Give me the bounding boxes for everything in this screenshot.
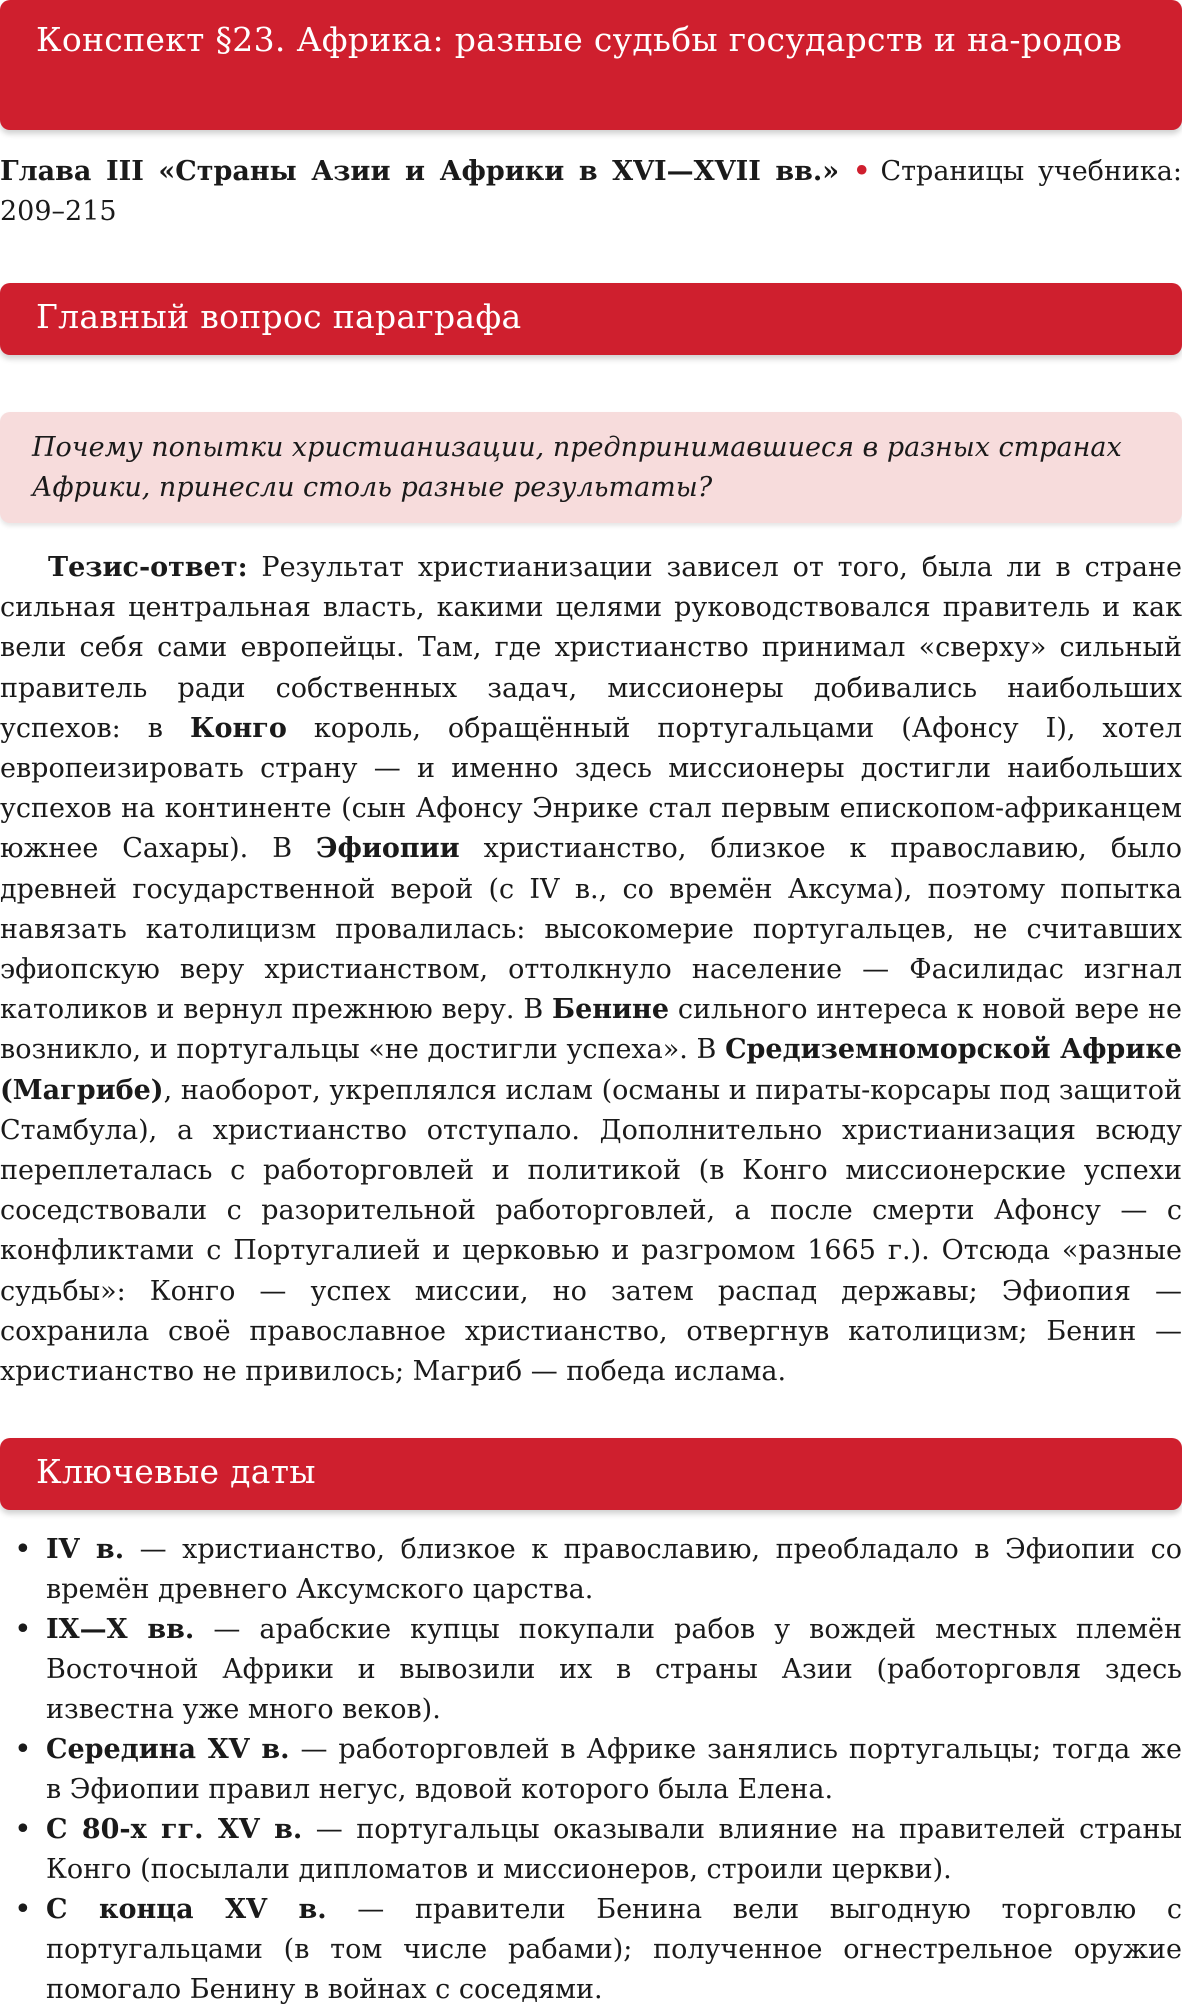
bullet-icon: •: [14, 1732, 32, 1767]
list-item: [0, 1610, 1182, 1730]
list-item: [0, 1810, 1182, 1890]
date-label: IX—X вв.: [46, 1614, 195, 1645]
bullet-icon: •: [14, 1892, 32, 1927]
thesis-label: Тезис-ответ:: [48, 552, 248, 583]
thesis-answer: [0, 548, 1182, 1392]
date-text: — правители Бенина вели выгодную торговлю с португальцами (в том числе рабами); полученное огнестрельное оружие помогало Бенину в войнах с соседями.: [46, 1894, 1182, 2005]
date-text: — работорговлей в Африке занялись португальцы; тогда же в Эфиопии правил негус, вдовой которого была Елена.: [46, 1734, 1182, 1805]
list-item: [0, 1530, 1182, 1610]
date-label: IV в.: [46, 1534, 125, 1565]
date-text: — христианство, близкое к православию, преобладало в Эфиопии со времён древнего Аксумского царства.: [46, 1534, 1182, 1605]
thesis-text-1: Результат христианизации зависел от того, была ли в стране сильная центральная власть, какими целями руководствовался правитель и как вели себя сами европейцы. Там, где христианство принимал «сверху» сильный правитель ради собственных задач, миссионеры добивались наибольших успехов: в: [0, 552, 1182, 744]
key-dates-list: [0, 1530, 1182, 2010]
date-text: — арабские купцы покупали рабов у вождей местных племён Восточной Африки и вывозили их в страны Азии (работорговля здесь известна уже много веков).: [46, 1614, 1182, 1725]
term-benin: Бенине: [552, 994, 669, 1026]
chapter-meta: [0, 152, 1182, 232]
thesis-text-2: король, обращённый португальцами (Афонсу I), хотел европеизировать страну — и именно здесь миссионеры достигли наибольших успехов на континенте (сын Афонсу Энрике стал первым епископом-африканцем южнее Сахары). В: [0, 712, 1182, 865]
question-section-title: Главный вопрос параграфа: [36, 297, 522, 336]
thesis-text-5: , наоборот, укреплялся ислам (османы и пираты-корсары под защитой Стамбула), а христианство отступало. Дополнительно христианизация всюду переплеталась с работорговлей и политикой (в Конго миссионерские успехи соседствовали с разорительной работорговлей, а после смерти Афонсу — с конфликтами с Португалией и церковью и разгромом 1665 г.). Отсюда «разные судьбы»: Конго — успех миссии, но затем распад державы; Эфиопия — сохранила своё православное христианство, отвергнув католицизм; Бенин — христианство не привилось; Магриб — победа ислама.: [0, 1074, 1182, 1388]
pages-label: Страницы учебника: 209–215: [0, 156, 1182, 227]
term-maghreb: Средиземноморской Африке (Магрибе): [0, 1034, 1182, 1106]
bullet-icon: •: [14, 1532, 32, 1567]
main-question-text: Почему попытки христианизации, предпринимавшиеся в разных странах Африки, принесли столь разные результаты?: [32, 432, 1122, 503]
chapter-label: Глава III «Страны Азии и Африки в XVI—XVII вв.»: [0, 156, 840, 187]
term-ethiopia: Эфиопии: [316, 833, 460, 865]
thesis-text-3: христианство, близкое к православию, было древней государственной верой (с IV в., со времён Аксума), поэтому попытка навязать католицизм провалилась: высокомерие португальцев, не считавших эфиопскую веру христианством, оттолкнуло население — Фасилидас изгнал католиков и вернул прежнюю веру. В: [0, 833, 1182, 1026]
date-label: Середина XV в.: [46, 1734, 290, 1765]
thesis-text-4: сильного интереса к новой вере не возникло, и португальцы «не достигли успеха». В: [0, 994, 1182, 1066]
date-label: С конца XV в.: [46, 1894, 327, 1925]
bullet-icon: •: [14, 1612, 32, 1647]
date-label: С 80-х гг. XV в.: [46, 1814, 303, 1845]
page-title: Конспект §23. Африка: разные судьбы государств и на-родов: [36, 20, 1123, 59]
key-dates-banner: [0, 1438, 1182, 1510]
title-banner: [0, 0, 1182, 130]
term-kongo: Конго: [189, 712, 287, 744]
question-section-banner: [0, 283, 1182, 355]
main-question-box: [0, 412, 1182, 523]
list-item: [0, 1730, 1182, 1810]
bullet-icon: •: [853, 156, 871, 187]
key-dates-title: Ключевые даты: [36, 1452, 316, 1491]
date-text: — португальцы оказывали влияние на правителей страны Конго (посылали дипломатов и миссионеров, строили церкви).: [46, 1814, 1182, 1885]
bullet-icon: •: [14, 1812, 32, 1847]
list-item: [0, 1890, 1182, 2010]
